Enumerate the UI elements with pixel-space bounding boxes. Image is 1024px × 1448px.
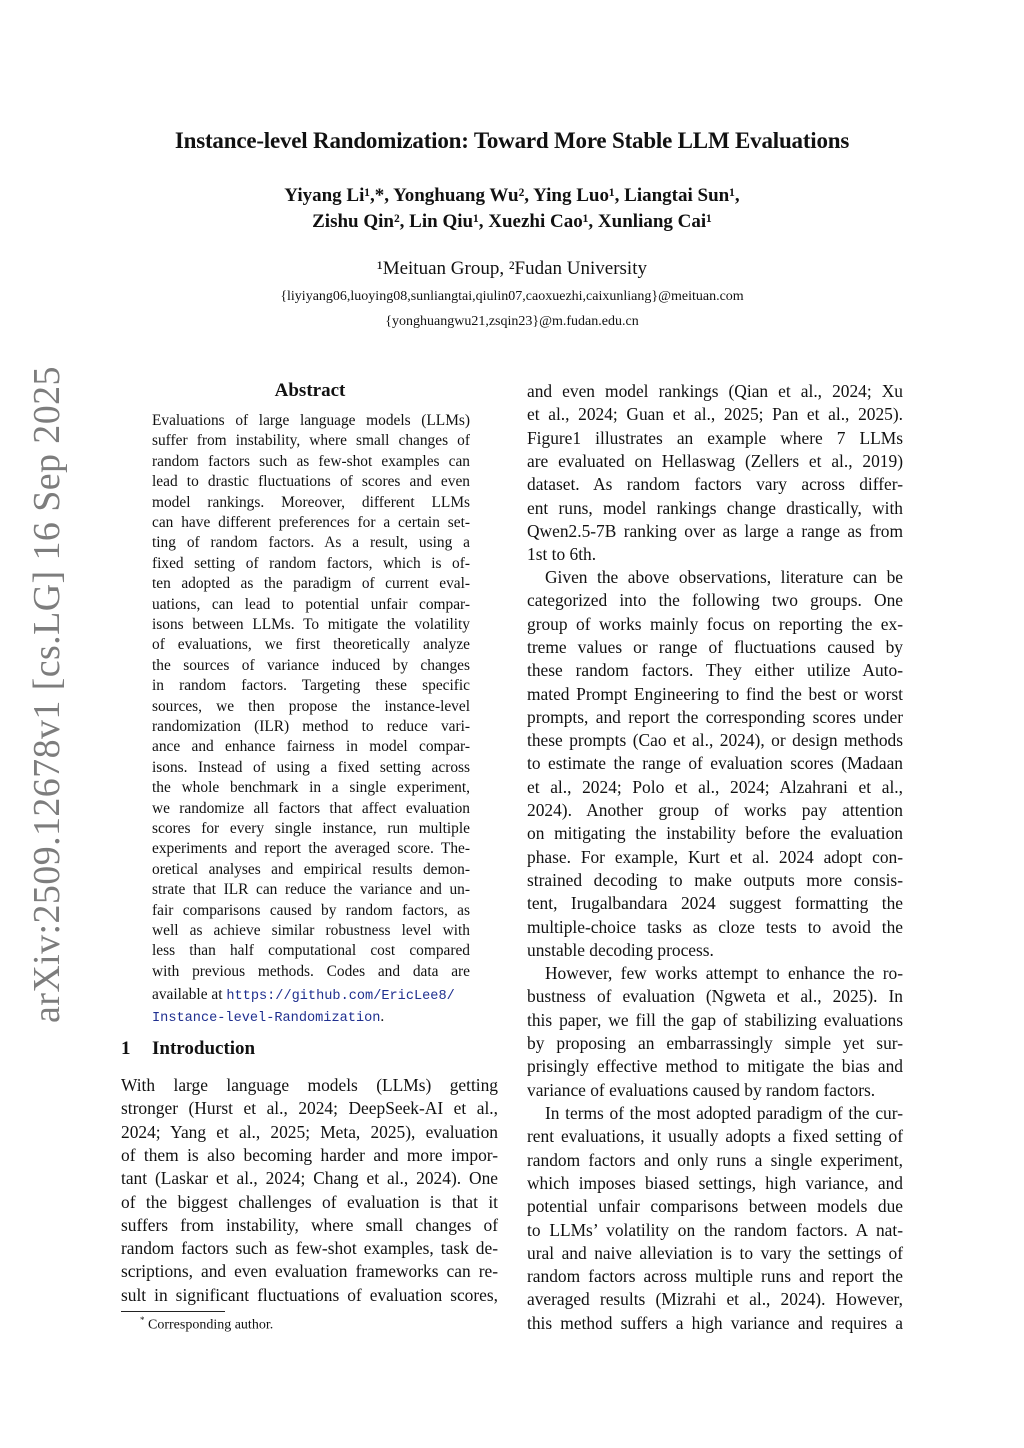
body-line: ent runs, model rankings change drastically, with bbox=[527, 497, 903, 518]
body-line: of the biggest challenges of evaluation is that it bbox=[121, 1191, 498, 1212]
body-line: stronger (Hurst et al., 2024; DeepSeek-AI et al., bbox=[121, 1098, 498, 1119]
body-line: this method suffers a high variance and requires a bbox=[527, 1312, 903, 1333]
body-line: by proposing an embarrassingly simple yet sur- bbox=[527, 1032, 903, 1053]
body-line: prisingly effective method to mitigate the bias and bbox=[527, 1056, 903, 1077]
author-line-2: Zishu Qin², Lin Qiu¹, Xuezhi Cao¹, Xunliang Cai¹ bbox=[312, 211, 712, 232]
paper-title: Instance-level Randomization: Toward More Stable LLM Evaluations bbox=[174, 128, 850, 153]
body-line: on mitigating the instability before the evaluation bbox=[527, 823, 903, 844]
footnote-mark: * bbox=[140, 1315, 145, 1325]
body-line: potential unfair comparisons between models due bbox=[527, 1196, 903, 1217]
abstract-line: isons between LLMs. To mitigate the volatility bbox=[152, 616, 470, 633]
body-line: suffers from instability, where small changes of bbox=[121, 1214, 498, 1235]
abstract-code-suffix: . bbox=[380, 1008, 385, 1025]
body-line: phase. For example, Kurt et al. 2024 adopt con- bbox=[527, 846, 903, 867]
body-line: rent evaluations, it usually adopts a fixed setting of bbox=[527, 1126, 903, 1147]
abstract-line: less than half computational cost compared bbox=[152, 942, 470, 960]
body-line: averaged results (Mizrahi et al., 2024). However, bbox=[527, 1289, 903, 1310]
footnote-rule bbox=[121, 1311, 225, 1312]
body-line: Qwen2.5-7B ranking over as large a range as from bbox=[527, 520, 903, 541]
body-line: unstable decoding process. bbox=[527, 939, 714, 960]
footnote bbox=[140, 1315, 273, 1334]
body-line: treme values or range of fluctuations caused by bbox=[527, 636, 903, 657]
abstract-line: random factors such as few-shot examples can bbox=[152, 452, 470, 470]
body-line: tent, Irugalbandara 2024 suggest formatting the bbox=[527, 893, 903, 914]
arxiv-stamp: arXiv:2509.12678v1 [cs.LG] 16 Sep 2025 bbox=[26, 366, 68, 1023]
body-line: variance of evaluations caused by random factors. bbox=[527, 1079, 876, 1100]
abstract-line: ting of random factors. As a result, using a bbox=[152, 534, 470, 552]
body-line: random factors across multiple runs and report the bbox=[527, 1266, 903, 1287]
abstract-code-prefix: available at bbox=[152, 986, 223, 1003]
abstract-line: oretical analyses and empirical results demon- bbox=[152, 860, 470, 878]
abstract-line: the sources of variance induced by changes bbox=[152, 656, 470, 674]
body-line: 2024; Yang et al., 2025; Meta, 2025), evaluation bbox=[121, 1121, 498, 1142]
abstract-line: in random factors. Targeting these specific bbox=[152, 677, 470, 695]
abstract-line: fair comparisons caused by random factors, as bbox=[152, 901, 470, 919]
author-line-1: Yiyang Li¹,*, Yonghuang Wu², Ying Luo¹, Liangtai Sun¹, bbox=[284, 185, 740, 206]
author-list bbox=[0, 183, 1024, 235]
body-line: multiple-choice tasks as cloze tests to avoid the bbox=[527, 916, 903, 937]
body-line: random factors and only runs a single experiment, bbox=[527, 1149, 903, 1170]
body-line: random factors such as few-shot examples, task de- bbox=[121, 1238, 498, 1259]
abstract-line: strate that ILR can reduce the variance and un- bbox=[152, 881, 470, 899]
abstract-line: Evaluations of large language models (LLMs) bbox=[152, 412, 470, 429]
body-line: strained decoding to make outputs more consis- bbox=[527, 869, 903, 890]
abstract-line: we randomize all factors that affect evaluation bbox=[152, 799, 470, 817]
abstract-code-line-2 bbox=[152, 1007, 470, 1027]
body-line: Figure1 illustrates an example where 7 LLMs bbox=[527, 427, 903, 448]
body-line: group of works mainly focus on reporting the ex- bbox=[527, 613, 903, 634]
body-line: mated Prompt Engineering to find the best or worst bbox=[527, 683, 903, 704]
body-line: bustness of evaluation (Ngweta et al., 2025). In bbox=[527, 986, 903, 1007]
body-line: are evaluated on Hellaswag (Zellers et al., 2019) bbox=[527, 450, 903, 471]
abstract-line: suffer from instability, where small changes of bbox=[152, 432, 470, 450]
body-line: of them is also becoming harder and more impor- bbox=[121, 1144, 498, 1165]
body-line: these prompts (Cao et al., 2024), or design methods bbox=[527, 730, 903, 751]
email-line-2: {yonghuangwu21,zsqin23}@m.fudan.edu.cn bbox=[385, 314, 639, 329]
code-link-part-1[interactable]: https://github.com/EricLee8/ bbox=[226, 989, 455, 1004]
body-line: and even model rankings (Qian et al., 2024; Xu bbox=[527, 381, 903, 401]
abstract-line: isons. Instead of using a fixed setting across bbox=[152, 758, 470, 776]
body-line: these random factors. They either utilize Auto- bbox=[527, 660, 903, 681]
body-line: dataset. As random factors vary across differ- bbox=[527, 474, 903, 495]
abstract-line: well as achieve similar robustness level with bbox=[152, 922, 470, 939]
abstract-line: of evaluations, we first theoretically analyze bbox=[152, 636, 470, 654]
body-line: this paper, we fill the gap of stabilizing evaluations bbox=[527, 1009, 903, 1030]
abstract-line: sources, we then propose the instance-level bbox=[152, 697, 470, 715]
abstract-line: scores for every single instance, run multiple bbox=[152, 820, 470, 837]
body-line: et al., 2024; Polo et al., 2024; Alzahrani et al., bbox=[527, 776, 903, 797]
body-line: With large language models (LLMs) getting bbox=[121, 1075, 498, 1095]
abstract-line: the whole benchmark in a single experiment, bbox=[152, 779, 470, 797]
email-line-1: {liyiyang06,luoying08,sunliangtai,qiulin07,caoxuezhi,caixunliang}@meituan.com bbox=[280, 289, 744, 304]
section-heading-introduction bbox=[121, 1038, 421, 1060]
body-line: to LLMs’ volatility on the random factors. A nat- bbox=[527, 1219, 903, 1240]
abstract-line: experiments and report the averaged score. The- bbox=[152, 840, 470, 858]
abstract-line: ten adopted as the paradigm of current eval- bbox=[152, 575, 470, 593]
abstract-line: fixed setting of random factors, which is of- bbox=[152, 554, 470, 572]
body-line: tant (Laskar et al., 2024; Chang et al., 2024). One bbox=[121, 1168, 498, 1189]
abstract-line: randomization (ILR) method to reduce vari- bbox=[152, 718, 470, 735]
body-line: scriptions, and even evaluation frameworks can re- bbox=[121, 1261, 498, 1282]
section-title: Introduction bbox=[152, 1038, 256, 1059]
abstract-line: model rankings. Moreover, different LLMs bbox=[152, 493, 470, 511]
body-line: In terms of the most adopted paradigm of the cur- bbox=[545, 1103, 903, 1123]
abstract-line: lead to drastic fluctuations of scores and even bbox=[152, 473, 470, 491]
code-link-part-2[interactable]: Instance-level-Randomization bbox=[152, 1011, 381, 1026]
affiliations: ¹Meituan Group, ²Fudan University bbox=[377, 258, 647, 279]
abstract-line: with previous methods. Codes and data are bbox=[152, 962, 470, 980]
footnote-text: Corresponding author. bbox=[148, 1317, 274, 1333]
body-line: ural and naive alleviation is to vary the settings of bbox=[527, 1242, 903, 1263]
body-line: et al., 2024; Guan et al., 2025; Pan et al., 2025). bbox=[527, 404, 903, 425]
body-line: categorized into the following two groups. One bbox=[527, 590, 903, 611]
abstract-line: ance and enhance fairness in model compar- bbox=[152, 738, 470, 756]
abstract-line: uations, can lead to potential unfair compar- bbox=[152, 595, 470, 613]
body-line: However, few works attempt to enhance the ro- bbox=[545, 963, 903, 983]
abstract-line: can have different preferences for a certain set- bbox=[152, 514, 470, 531]
body-line: prompts, and report the corresponding scores under bbox=[527, 706, 903, 727]
section-number: 1 bbox=[121, 1038, 131, 1059]
abstract-code-line bbox=[152, 985, 470, 1005]
body-line: 2024). Another group of works pay attention bbox=[527, 800, 903, 820]
body-line: Given the above observations, literature can be bbox=[545, 567, 903, 587]
body-line: 1st to 6th. bbox=[527, 544, 597, 565]
body-line: sult in significant fluctuations of evaluation scores, bbox=[121, 1284, 498, 1305]
body-line: which imposes biased settings, high variance, and bbox=[527, 1172, 903, 1193]
body-line: to estimate the range of evaluation scores (Madaan bbox=[527, 753, 903, 774]
abstract-heading: Abstract bbox=[274, 380, 346, 401]
